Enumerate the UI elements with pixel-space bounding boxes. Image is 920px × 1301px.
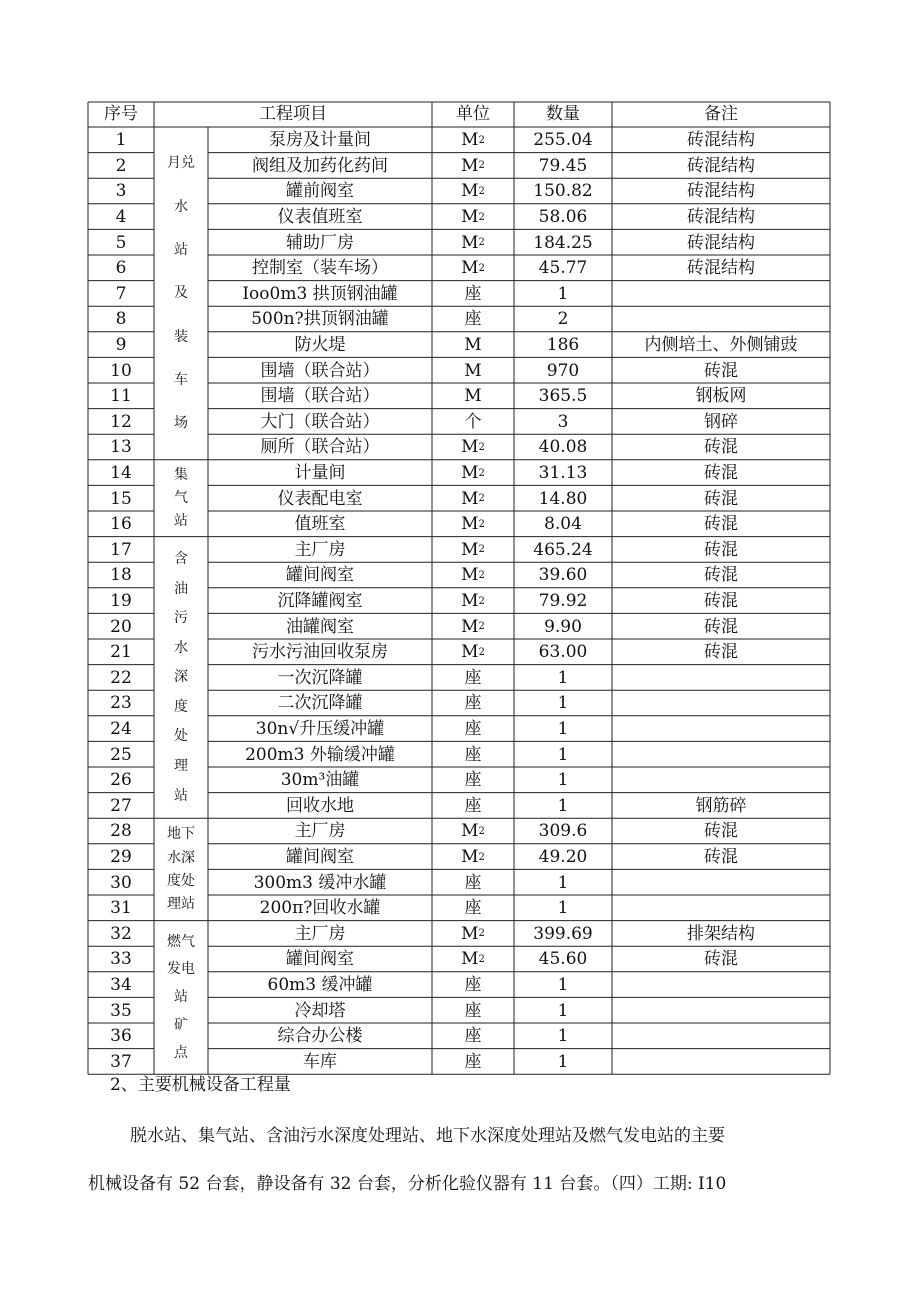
row-unit: M 2 xyxy=(461,949,485,970)
row-quantity: 970 xyxy=(546,360,580,381)
row-number: 26 xyxy=(110,770,132,791)
row-quantity: 186 xyxy=(546,335,580,356)
row-unit: M 2 xyxy=(461,923,485,944)
row-note: 砖混 xyxy=(704,591,738,612)
row-unit: 座 xyxy=(464,770,482,791)
row-number: 36 xyxy=(110,1026,132,1047)
row-quantity: 1 xyxy=(557,744,569,765)
group-label-char: 站 xyxy=(174,989,188,1006)
row-item: 主厂房 xyxy=(294,821,346,842)
row-note: 砖混结构 xyxy=(687,258,755,279)
row-quantity: 365.5 xyxy=(538,386,588,407)
row-quantity: 39.60 xyxy=(538,565,588,586)
row-unit: 座 xyxy=(464,667,482,688)
row-unit: M 2 xyxy=(461,642,485,663)
row-note xyxy=(612,742,830,768)
row-unit: 个 xyxy=(464,411,482,432)
row-note: 钢碎 xyxy=(704,411,738,432)
row-note: 砖混结构 xyxy=(687,130,755,151)
row-item: 500n?拱顶钢油罐 xyxy=(251,309,389,330)
group-label-char: 理 xyxy=(174,757,188,774)
row-number: 2 xyxy=(115,155,127,176)
row-unit: M 2 xyxy=(461,514,485,535)
row-quantity: 14.80 xyxy=(538,488,588,509)
group-label-char: 及 xyxy=(174,285,188,302)
row-number: 6 xyxy=(115,258,127,279)
row-quantity: 150.82 xyxy=(533,181,593,202)
row-item: 值班室 xyxy=(294,514,346,535)
row-number: 8 xyxy=(115,309,127,330)
row-number: 4 xyxy=(115,207,127,228)
row-unit: 座 xyxy=(464,975,482,996)
row-item: 计量间 xyxy=(294,463,346,484)
row-item: 防火堤 xyxy=(294,335,346,356)
group-label xyxy=(154,460,208,537)
row-item: 200π?回收水罐 xyxy=(259,898,381,919)
row-unit: M 2 xyxy=(461,821,485,842)
row-unit: M xyxy=(464,335,482,356)
row-number: 18 xyxy=(110,565,132,586)
row-quantity: 1 xyxy=(557,667,569,688)
row-unit: M 2 xyxy=(461,207,485,228)
row-unit: M 2 xyxy=(461,130,485,151)
row-unit: 座 xyxy=(464,283,482,304)
row-quantity: 465.24 xyxy=(533,539,593,560)
row-item: 泵房及计量间 xyxy=(269,130,371,151)
row-number: 14 xyxy=(110,463,132,484)
row-unit: 座 xyxy=(464,1051,482,1072)
group-label-char: 月兑 xyxy=(167,155,195,172)
row-note: 钢板网 xyxy=(695,386,747,407)
row-item: 冷却塔 xyxy=(294,1000,346,1021)
row-item: 主厂房 xyxy=(294,539,346,560)
row-note xyxy=(612,282,830,308)
row-quantity: 63.00 xyxy=(538,642,588,663)
row-quantity: 1 xyxy=(557,975,569,996)
group-label-char: 装 xyxy=(174,328,188,345)
row-note: 排架结构 xyxy=(687,923,755,944)
row-number: 29 xyxy=(110,847,132,868)
group-label-char: 气 xyxy=(174,490,188,507)
row-unit: M 2 xyxy=(461,488,485,509)
row-quantity: 58.06 xyxy=(538,207,588,228)
row-note: 砖混结构 xyxy=(687,232,755,253)
group-label-char: 水深 xyxy=(167,849,195,866)
row-quantity: 1 xyxy=(557,1000,569,1021)
row-unit: M xyxy=(464,386,482,407)
row-quantity: 309.6 xyxy=(538,821,588,842)
row-unit: M 2 xyxy=(461,591,485,612)
group-label-char: 水 xyxy=(174,639,188,656)
row-quantity: 9.90 xyxy=(544,616,582,637)
row-item: 200m3 外输缓冲罐 xyxy=(245,744,395,765)
group-label-char: 水 xyxy=(174,198,188,215)
row-unit: 座 xyxy=(464,719,482,740)
row-unit: M 2 xyxy=(461,539,485,560)
group-label-char: 污 xyxy=(174,610,188,627)
row-quantity: 40.08 xyxy=(538,437,588,458)
group-label-char: 理站 xyxy=(167,896,195,913)
group-label-char: 油 xyxy=(174,580,188,597)
row-note: 砖混 xyxy=(704,514,738,535)
group-label-char: 矿 xyxy=(174,1017,188,1034)
header-item: 工程项目 xyxy=(259,104,327,124)
row-number: 20 xyxy=(110,616,132,637)
row-number: 19 xyxy=(110,591,132,612)
row-note xyxy=(612,1024,830,1050)
group-label-char: 站 xyxy=(174,512,188,529)
row-number: 12 xyxy=(110,411,132,432)
row-unit: 座 xyxy=(464,1026,482,1047)
row-note: 砖混结构 xyxy=(687,181,755,202)
row-quantity: 184.25 xyxy=(533,232,593,253)
row-item: 一次沉降罐 xyxy=(277,667,363,688)
row-number: 28 xyxy=(110,821,132,842)
row-note xyxy=(612,307,830,333)
row-unit: M 2 xyxy=(461,847,485,868)
row-quantity: 1 xyxy=(557,719,569,740)
row-item: 油罐阀室 xyxy=(286,616,354,637)
row-number: 1 xyxy=(115,130,127,151)
row-item: 车库 xyxy=(303,1051,337,1072)
row-number: 23 xyxy=(110,693,132,714)
row-item: 回收水地 xyxy=(286,795,354,816)
row-quantity: 1 xyxy=(557,898,569,919)
paragraph-line-2: 机械设备有 52 台套，静设备有 32 台套，分析化验仪器有 11 台套。（四）工期: I10 xyxy=(88,1174,727,1194)
group-label xyxy=(154,818,208,920)
row-quantity: 79.45 xyxy=(538,155,588,176)
row-quantity: 45.77 xyxy=(538,258,588,279)
row-note xyxy=(612,973,830,999)
row-number: 30 xyxy=(110,872,132,893)
row-note: 砖混 xyxy=(704,488,738,509)
row-item: 沉降罐阀室 xyxy=(277,591,363,612)
row-number: 17 xyxy=(110,539,132,560)
row-unit: M 2 xyxy=(461,181,485,202)
row-item: 30m³油罐 xyxy=(280,770,360,791)
row-item: 仪表配电室 xyxy=(277,488,363,509)
row-unit: M 2 xyxy=(461,463,485,484)
header-note: 备注 xyxy=(704,104,738,124)
row-number: 21 xyxy=(110,642,132,663)
row-number: 33 xyxy=(110,949,132,970)
row-number: 35 xyxy=(110,1000,132,1021)
row-quantity: 45.60 xyxy=(538,949,588,970)
group-label xyxy=(154,537,208,819)
row-number: 27 xyxy=(110,795,132,816)
row-item: 罐间阀室 xyxy=(286,949,354,970)
row-quantity: 49.20 xyxy=(538,847,588,868)
group-label-char: 站 xyxy=(174,787,188,804)
row-number: 25 xyxy=(110,744,132,765)
group-label-char: 度 xyxy=(174,698,188,715)
row-number: 37 xyxy=(110,1051,132,1072)
row-quantity: 1 xyxy=(557,770,569,791)
row-unit: 座 xyxy=(464,309,482,330)
row-number: 16 xyxy=(110,514,132,535)
row-item: 仪表值班室 xyxy=(277,207,363,228)
row-note xyxy=(612,896,830,922)
row-quantity: 1 xyxy=(557,1026,569,1047)
row-unit: M 2 xyxy=(461,616,485,637)
row-unit: M 2 xyxy=(461,437,485,458)
row-quantity: 31.13 xyxy=(538,463,588,484)
header-qty: 数量 xyxy=(546,104,580,124)
row-item: 阀组及加药化药间 xyxy=(252,155,388,176)
row-note: 砖混 xyxy=(704,821,738,842)
row-quantity: 79.92 xyxy=(538,591,588,612)
group-label xyxy=(154,921,208,1075)
row-note: 内侧培土、外侧铺豉 xyxy=(644,335,798,356)
group-label-char: 燃气 xyxy=(167,933,195,950)
row-quantity: 3 xyxy=(557,411,569,432)
group-label-char: 地下 xyxy=(167,826,195,843)
header-no: 序号 xyxy=(104,104,138,124)
row-item: 30n√升压缓冲罐 xyxy=(255,719,385,740)
row-number: 3 xyxy=(115,181,127,202)
row-note xyxy=(612,666,830,692)
row-quantity: 1 xyxy=(557,693,569,714)
group-label-char: 发电 xyxy=(167,961,195,978)
row-number: 24 xyxy=(110,719,132,740)
row-note: 砖混结构 xyxy=(687,155,755,176)
row-note: 砖混 xyxy=(704,539,738,560)
row-quantity: 1 xyxy=(557,283,569,304)
group-label-char: 度处 xyxy=(167,872,195,889)
row-note xyxy=(612,768,830,794)
row-unit: 座 xyxy=(464,795,482,816)
row-quantity: 399.69 xyxy=(533,923,593,944)
group-label-char: 含 xyxy=(174,551,188,568)
row-item: 60m3 缓冲罐 xyxy=(267,975,373,996)
row-note xyxy=(612,998,830,1024)
row-unit: 座 xyxy=(464,872,482,893)
row-item: 二次沉降罐 xyxy=(277,693,363,714)
row-quantity: 8.04 xyxy=(544,514,582,535)
row-note xyxy=(612,1050,830,1076)
row-number: 5 xyxy=(115,232,127,253)
row-number: 9 xyxy=(115,335,127,356)
row-note: 砖混 xyxy=(704,360,738,381)
group-label-char: 集 xyxy=(174,467,188,484)
row-item: 厕所（联合站） xyxy=(260,437,380,458)
paragraph-line-1: 脱水站、集气站、含油污水深度处理站、地下水深度处理站及燃气发电站的主要 xyxy=(130,1126,725,1146)
row-note xyxy=(612,870,830,896)
row-number: 7 xyxy=(115,283,127,304)
group-label xyxy=(154,127,208,460)
row-number: 15 xyxy=(110,488,132,509)
row-unit: M 2 xyxy=(461,258,485,279)
row-note: 钢筋碎 xyxy=(695,795,747,816)
row-note: 砖混 xyxy=(704,616,738,637)
row-number: 31 xyxy=(110,898,132,919)
row-unit: 座 xyxy=(464,744,482,765)
row-unit: M 2 xyxy=(461,565,485,586)
row-quantity: 1 xyxy=(557,1051,569,1072)
row-unit: 座 xyxy=(464,1000,482,1021)
row-number: 32 xyxy=(110,923,132,944)
group-label-char: 场 xyxy=(174,415,188,432)
row-item: 辅助厂房 xyxy=(286,232,354,253)
row-unit: M xyxy=(464,360,482,381)
row-note: 砖混 xyxy=(704,437,738,458)
row-number: 22 xyxy=(110,667,132,688)
row-unit: M 2 xyxy=(461,232,485,253)
row-unit: 座 xyxy=(464,898,482,919)
row-quantity: 1 xyxy=(557,795,569,816)
header-unit: 单位 xyxy=(456,104,490,124)
group-label-char: 点 xyxy=(174,1045,188,1062)
group-label-char: 处 xyxy=(174,728,188,745)
row-item: 污水污油回收泵房 xyxy=(252,642,388,663)
row-item: 300m3 缓冲水罐 xyxy=(253,872,387,893)
row-item: 围墙（联合站） xyxy=(260,386,380,407)
row-quantity: 255.04 xyxy=(533,130,593,151)
row-item: 罐前阀室 xyxy=(286,181,354,202)
group-label-char: 站 xyxy=(174,242,188,259)
row-item: 罐间阀室 xyxy=(286,565,354,586)
row-number: 34 xyxy=(110,975,132,996)
row-note: 砖混 xyxy=(704,565,738,586)
row-number: 11 xyxy=(110,386,132,407)
row-unit: M 2 xyxy=(461,155,485,176)
row-item: 控制室（装车场） xyxy=(252,258,388,279)
row-note xyxy=(612,691,830,717)
group-label-char: 深 xyxy=(174,669,188,686)
row-item: Ioo0m3 拱顶钢油罐 xyxy=(242,283,398,304)
group-label-char: 车 xyxy=(174,372,188,389)
row-number: 10 xyxy=(110,360,132,381)
row-quantity: 2 xyxy=(557,309,569,330)
row-quantity: 1 xyxy=(557,872,569,893)
row-note: 砖混 xyxy=(704,642,738,663)
row-note: 砖混 xyxy=(704,949,738,970)
row-note: 砖混 xyxy=(704,847,738,868)
row-note xyxy=(612,717,830,743)
section-subtitle: 2、主要机械设备工程量 xyxy=(110,1075,291,1095)
row-note: 砖混 xyxy=(704,463,738,484)
row-item: 综合办公楼 xyxy=(277,1026,363,1047)
row-item: 主厂房 xyxy=(294,923,346,944)
row-item: 大门（联合站） xyxy=(260,411,380,432)
row-note: 砖混结构 xyxy=(687,207,755,228)
row-item: 罐间阀室 xyxy=(286,847,354,868)
row-item: 围墙（联合站） xyxy=(260,360,380,381)
row-number: 13 xyxy=(110,437,132,458)
row-unit: 座 xyxy=(464,693,482,714)
